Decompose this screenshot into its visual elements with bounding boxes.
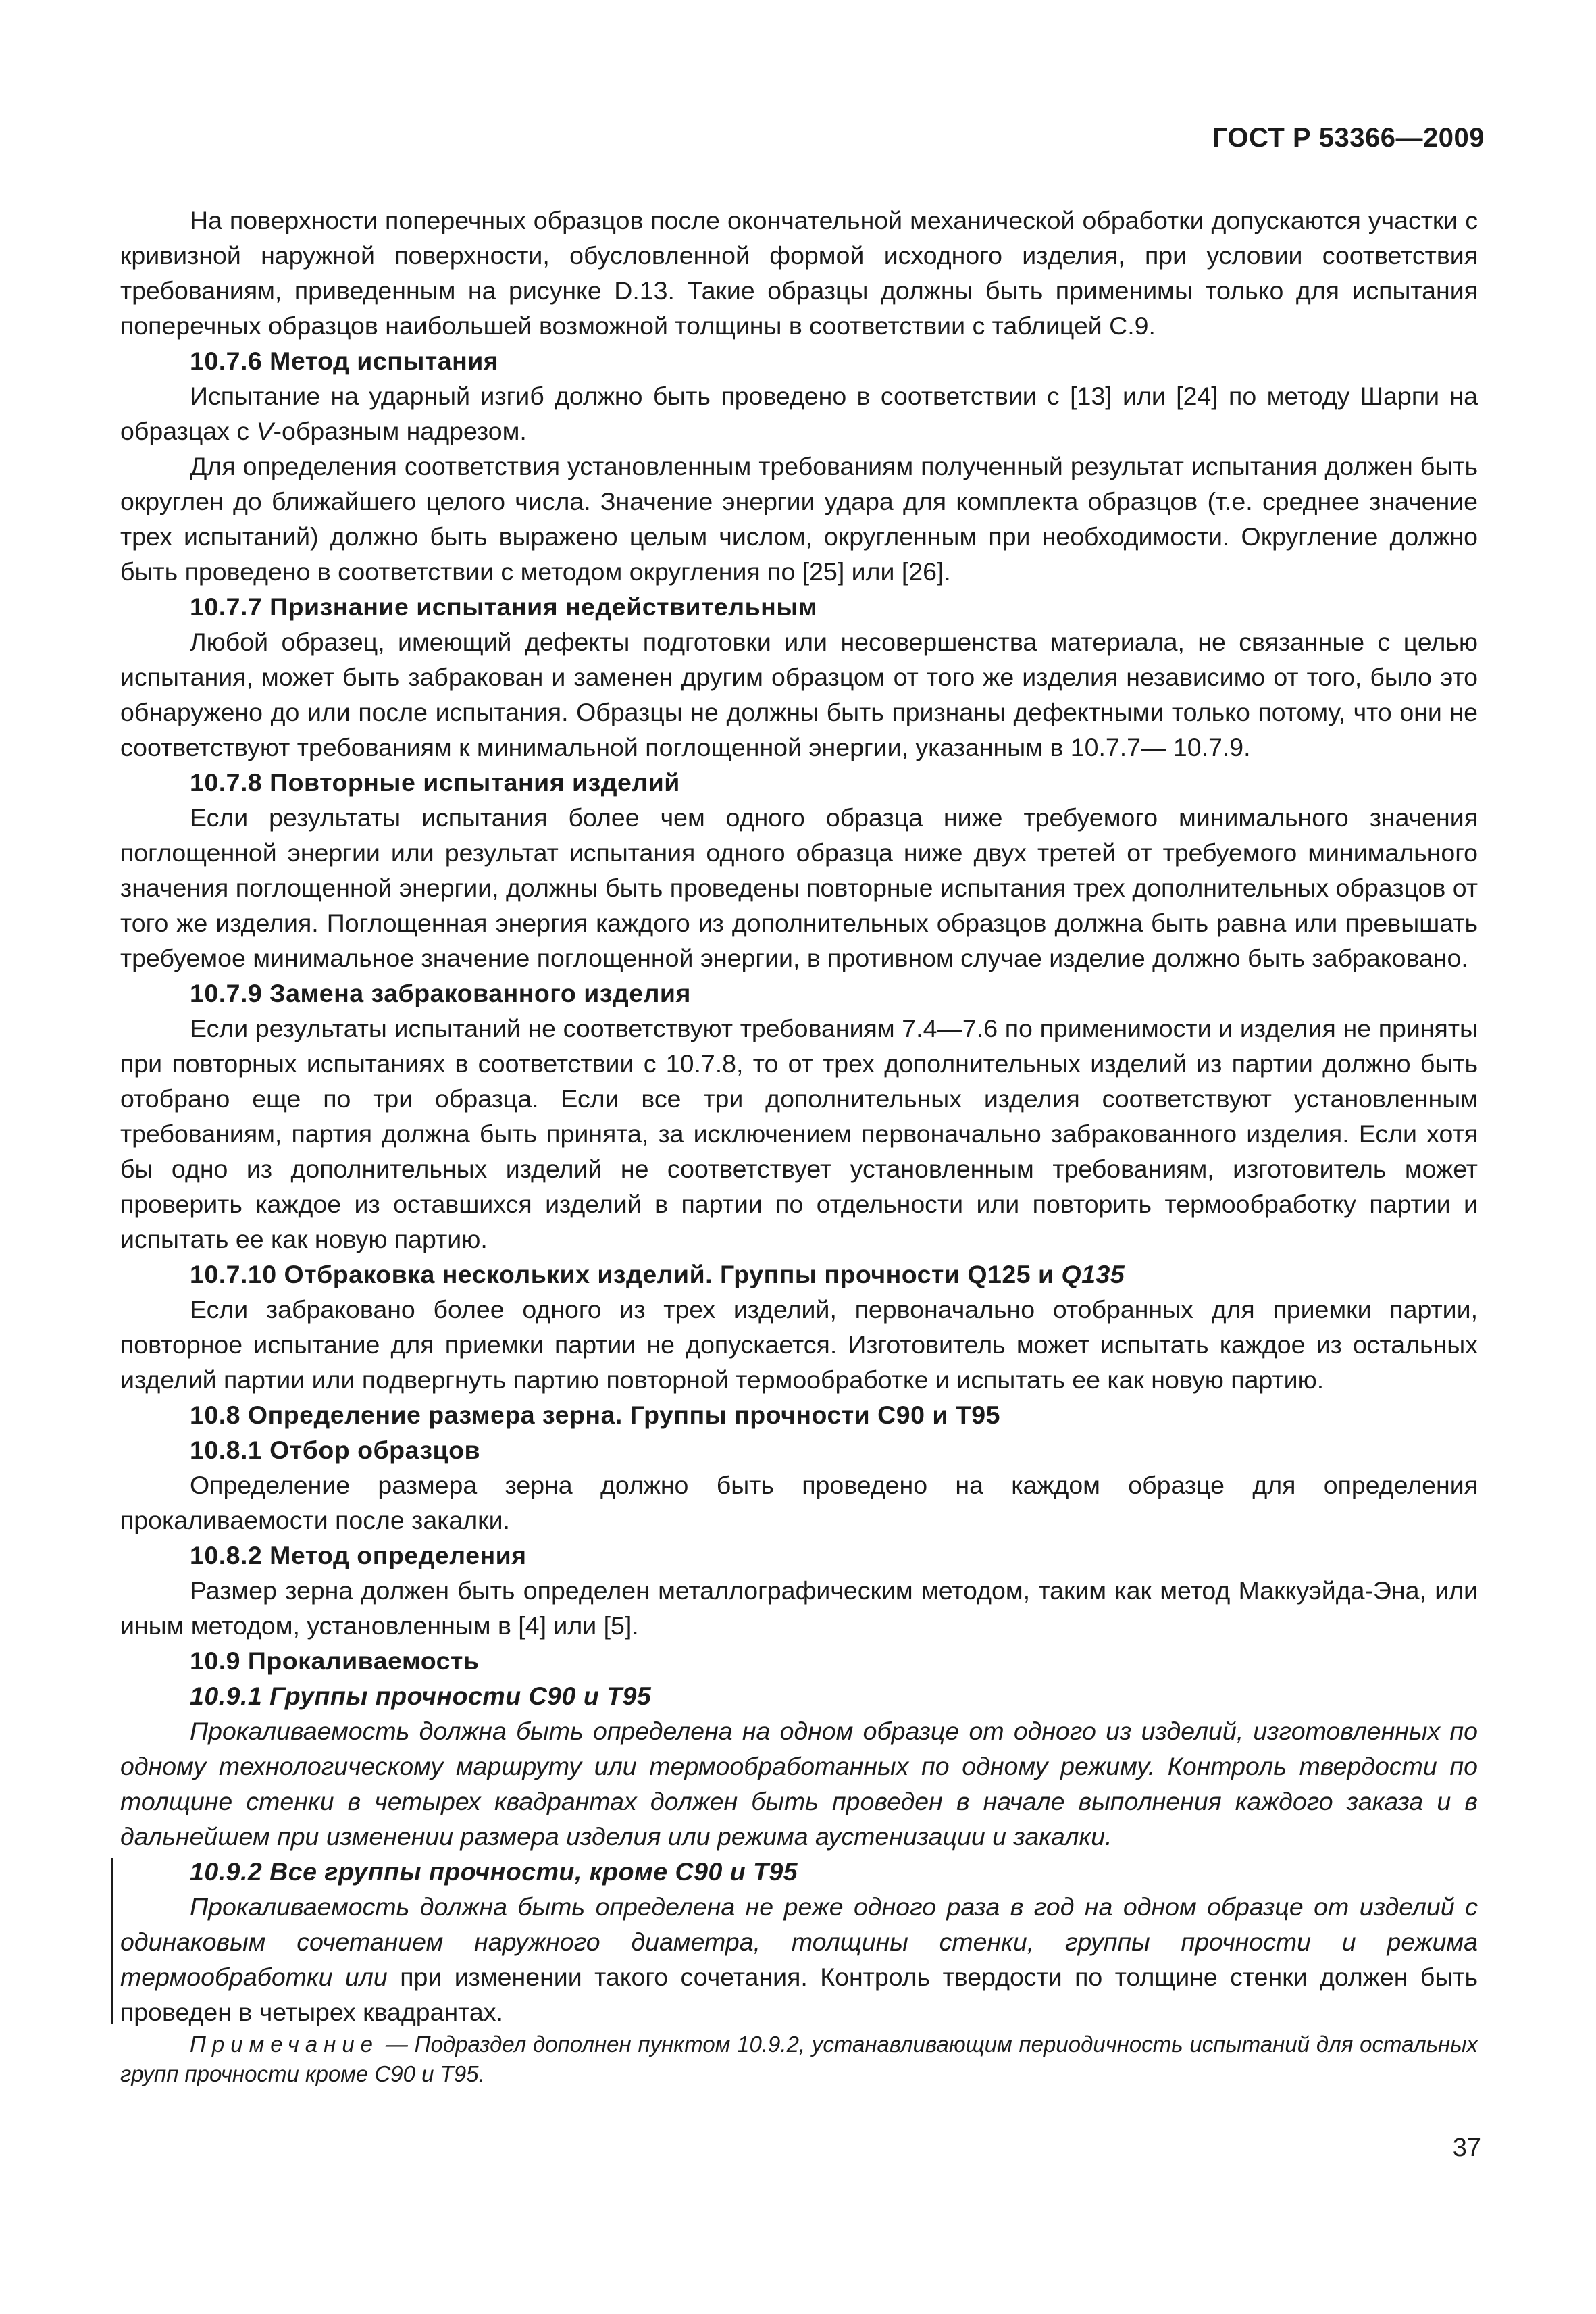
paragraph-specimen-curvature: На поверхности поперечных образцов после окончательной механической обработки допускаются участки с кривизной наружной поверхности, обусловленной формой исходного изделия, при условии соответствия требованиям, приведенным на рисунке D.13. Такие образцы должны быть применимы только для испытания поперечных образцов наибольшей возможной толщины в соответствии с таблицей С.9. xyxy=(120,206,1478,340)
note-paragraph xyxy=(120,2030,1478,2089)
heading-10-7-10-text: 10.7.10 Отбраковка нескольких изделий. Группы прочности Q125 и xyxy=(190,1260,1062,1288)
heading-10-7-6: 10.7.6 Метод испытания xyxy=(190,347,499,375)
paragraph-10-9-2 xyxy=(120,1889,1478,2030)
paragraph-10-8-2: Размер зерна должен быть определен металлографическим методом, таким как метод Маккуэйда-Эна, или иным методом, установленным в [4] или [5]. xyxy=(120,1576,1478,1640)
note-text: — Подраздел дополнен пунктом 10.9.2, устанавливающим периодичность испытаний для остальных групп прочности кроме С90 и Т95. xyxy=(120,2032,1478,2086)
paragraph-10-7-6-text-a: Испытание на ударный изгиб должно быть проведено в соответствии с [13] или [24] по методу Шарпи на образцах с xyxy=(120,382,1478,445)
note-label: Примечание xyxy=(190,2032,380,2057)
paragraph-10-8-1: Определение размера зерна должно быть проведено на каждом образце для определения прокаливаемости после закалки. xyxy=(120,1471,1478,1534)
heading-10-9-1: 10.9.1 Группы прочности С90 и Т95 xyxy=(190,1682,652,1710)
heading-10-7-10 xyxy=(120,1257,1478,1292)
heading-10-7-9: 10.7.9 Замена забракованного изделия xyxy=(190,979,691,1007)
revision-marked-block xyxy=(120,1854,1478,2030)
v-notch-letter: V xyxy=(256,417,274,445)
page-number: 37 xyxy=(1452,2134,1481,2162)
paragraph-10-9-2-italic: Прокаливаемость должна быть определена не реже одного раза в год на одном образце от изделий с одинаковым сочетанием наружного диаметра, толщины стенки, группы прочности и режима термообработки или xyxy=(120,1892,1478,1991)
paragraph-10-7-7: Любой образец, имеющий дефекты подготовки или несовершенства материала, не связанные с целью испытания, может быть забракован и заменен другим образцом от того же изделия независимо от того, было это обнаружено до или после испытания. Образцы не должны быть признаны дефектными только потому, что они не соответствуют требованиям к минимальной поглощенной энергии, указанным в 10.7.7— 10.7.9. xyxy=(120,628,1478,761)
paragraph-10-7-10: Если забраковано более одного из трех изделий, первоначально отобранных для приемки партии, повторное испытание для приемки партии не допускается. Изготовитель может испытать каждое из остальных изделий партии или подвергнуть партию повторной термообработке и испытать ее как новую партию. xyxy=(120,1295,1478,1394)
paragraph-10-7-9: Если результаты испытаний не соответствуют требованиям 7.4—7.6 по применимости и изделия не приняты при повторных испытаниях в соответствии с 10.7.8, то от трех дополнительных изделий из партии должно быть отобрано еще по три образца. Если все три дополнительных изделия соответствуют установленным требованиям, партия должна быть принята, за исключением первоначально забракованного изделия. Если хотя бы одно из дополнительных изделий не соответствует установленным требованиям, изготовитель может проверить каждое из оставшихся изделий в партии по отдельности или повторить термообработку партии и испытать ее как новую партию. xyxy=(120,1014,1478,1253)
paragraph-10-7-6-method xyxy=(120,378,1478,449)
document-number-header: ГОСТ Р 53366—2009 xyxy=(1212,123,1485,153)
paragraph-10-9-2-rest: при изменении такого сочетания. Контроль твердости по толщине стенки должен быть проведен в четырех квадрантах. xyxy=(120,1963,1478,2026)
heading-10-9: 10.9 Прокаливаемость xyxy=(190,1646,480,1675)
paragraph-10-7-6-rounding: Для определения соответствия установленным требованиям полученный результат испытания должен быть округлен до ближайшего целого числа. Значение энергии удара для комплекта образцов (т.е. среднее значение трех испытаний) должно быть выражено целым числом, округленным при необходимости. Округление должно быть проведено в соответствии с методом округления по [25] или [26]. xyxy=(120,452,1478,586)
heading-10-8-2: 10.8.2 Метод определения xyxy=(190,1541,527,1569)
paragraph-10-7-6-text-b: -образным надрезом. xyxy=(273,417,527,445)
paragraph-10-7-8: Если результаты испытания более чем одного образца ниже требуемого минимального значения поглощенной энергии или результат испытания одного образца ниже двух третей от требуемого минимального значения поглощенной энергии, должны быть проведены повторные испытания трех дополнительных образцов от того же изделия. Поглощенная энергия каждого из дополнительных образцов должна быть равна или превышать требуемое минимальное значение поглощенной энергии, в противном случае изделие должно быть забраковано. xyxy=(120,803,1478,972)
heading-10-7-7: 10.7.7 Признание испытания недействительным xyxy=(190,593,818,621)
heading-10-8-1: 10.8.1 Отбор образцов xyxy=(190,1436,481,1464)
heading-10-8: 10.8 Определение размера зерна. Группы прочности С90 и Т95 xyxy=(190,1401,1000,1429)
heading-10-7-8: 10.7.8 Повторные испытания изделий xyxy=(190,768,680,797)
document-body xyxy=(120,203,1478,2089)
heading-10-9-2: 10.9.2 Все группы прочности, кроме С90 и Т95 xyxy=(190,1857,798,1886)
heading-10-7-10-q135: Q135 xyxy=(1061,1260,1125,1288)
paragraph-10-9-1: Прокаливаемость должна быть определена на одном образце от одного из изделий, изготовленных по одному технологическому маршруту или термообработанных по одному режиму. Контроль твердости по толщине стенки в четырех квадрантах должен быть проведен в начале выполнения каждого заказа и в дальнейшем при изменении размера изделия или режима аустенизации и закалки. xyxy=(120,1717,1478,1851)
